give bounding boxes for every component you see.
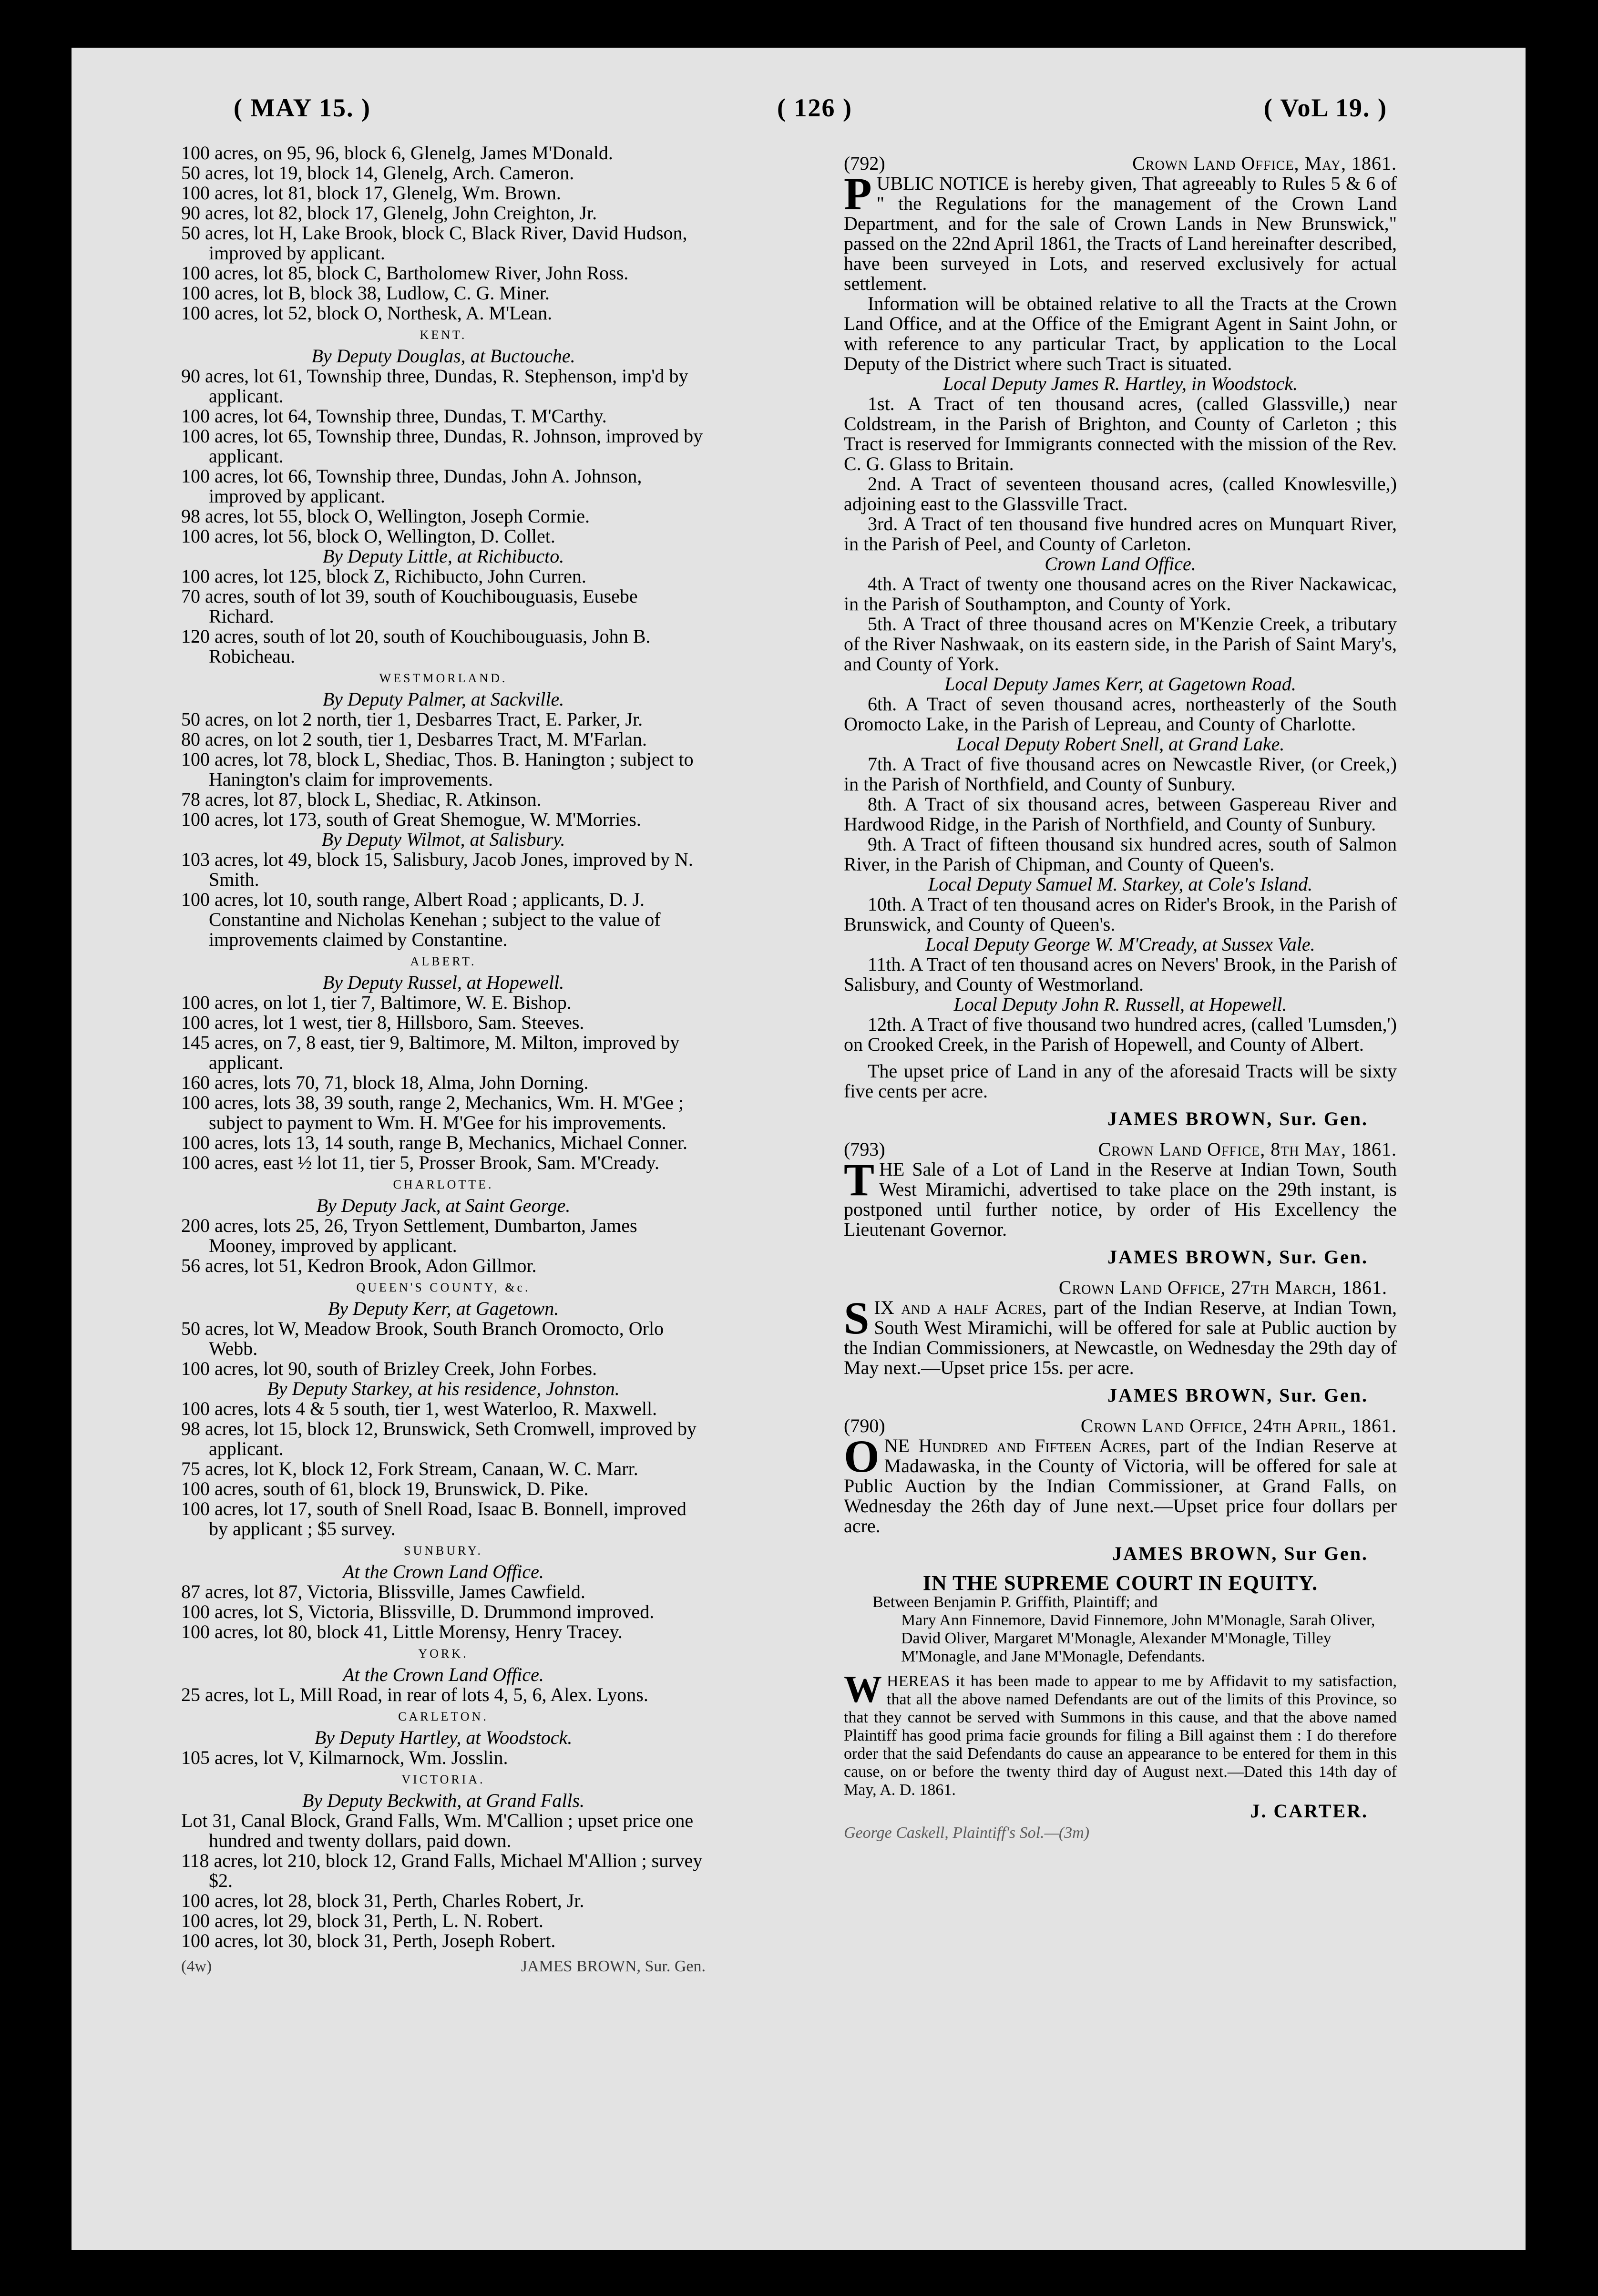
deputy-line: By Deputy Hartley, at Woodstock.	[314, 1727, 573, 1748]
header-volume: ( VoL 19. )	[1263, 93, 1387, 122]
list-item: 100 acres, lot S, Victoria, Blissville, D. Drummond improved.	[181, 1601, 655, 1622]
list-item: 100 acres, lot 65, Township three, Dundas, R. Johnson, improved by applicant.	[181, 425, 703, 467]
list-item: 100 acres, lot 29, block 31, Perth, L. N. Robert.	[181, 1910, 543, 1931]
office-dateline: Crown Land Office, 8th May, 1861.	[1098, 1138, 1397, 1160]
list-item: 50 acres, lot H, Lake Brook, block C, Black River, David Hudson, improved by applicant.	[181, 222, 687, 264]
notice-paragraph: Information will be obtained relative to all the Tracts at the Crown Land Office, and at the Office of the Emigrant Agent in Saint John, or with reference to any particular Tract, by application to the Local Deputy of the District where such Tract is situated.	[844, 293, 1397, 374]
tract-item: 10th. A Tract of ten thousand acres on Rider's Brook, in the Parish of Brunswick, and County of Queen's.	[844, 893, 1397, 935]
list-item: 145 acres, on 7, 8 east, tier 9, Baltimore, M. Milton, improved by applicant.	[181, 1032, 680, 1073]
list-item: 75 acres, lot K, block 12, Fork Stream, Canaan, W. C. Marr.	[181, 1458, 638, 1479]
list-item: 100 acres, lots 13, 14 south, range B, Mechanics, Michael Conner.	[181, 1132, 687, 1153]
notice-number: (4w)	[181, 1958, 212, 1975]
tract-item: 4th. A Tract of twenty one thousand acres on the River Nackawicac, in the Parish of Southampton, and County of York.	[844, 573, 1397, 615]
notice-header	[844, 1139, 1397, 1159]
signature: JAMES BROWN, Sur. Gen.	[1107, 1384, 1368, 1406]
deputy-line: Local Deputy George W. M'Cready, at Sussex Vale.	[925, 933, 1315, 955]
deputy-line: At the Crown Land Office.	[343, 1561, 544, 1582]
deputy-line: By Deputy Kerr, at Gagetown.	[328, 1298, 559, 1319]
list-item: 80 acres, on lot 2 south, tier 1, Desbarres Tract, M. M'Farlan.	[181, 728, 647, 750]
list-item: 103 acres, lot 49, block 15, Salisbury, Jacob Jones, improved by N. Smith.	[181, 849, 693, 890]
court-parties: Mary Ann Finnemore, David Finnemore, John M'Monagle, Sarah Oliver, David Oliver, Margaret M'Monagle, Alexander M'Monagle, Tilley M'Monagle, and Jane M'Monagle, Defendants.	[901, 1611, 1375, 1665]
list-item: 100 acres, lot 80, block 41, Little Morensy, Henry Tracey.	[181, 1621, 623, 1642]
list-item: 100 acres, east ½ lot 11, tier 5, Prosser Brook, Sam. M'Cready.	[181, 1152, 659, 1173]
list-item: 100 acres, south of 61, block 19, Brunswick, D. Pike.	[181, 1478, 589, 1499]
deputy-line: At the Crown Land Office.	[343, 1664, 544, 1685]
section-heading-kent: KENT.	[420, 328, 467, 342]
section-heading-carleton: CARLETON.	[398, 1710, 489, 1723]
tract-item: 5th. A Tract of three thousand acres on M'Kenzie Creek, a tributary of the River Nashwaak, on its eastern side, in the Parish of Saint Mary's, and County of York.	[844, 613, 1397, 675]
list-item: 100 acres, lots 4 & 5 south, tier 1, west Waterloo, R. Maxwell.	[181, 1398, 657, 1419]
tract-item: 11th. A Tract of ten thousand acres on Nevers' Brook, in the Parish of Salisbury, and County of Westmorland.	[844, 953, 1397, 995]
deputy-line: By Deputy Douglas, at Buctouche.	[311, 345, 575, 367]
upset-price: The upset price of Land in any of the aforesaid Tracts will be sixty five cents per acre.	[844, 1060, 1397, 1102]
deputy-line: Local Deputy Robert Snell, at Grand Lake.	[956, 733, 1285, 755]
tract-item: 3rd. A Tract of ten thousand five hundred acres on Munquart River, in the Parish of Peel, and County of Carleton.	[844, 513, 1397, 554]
list-item: Lot 31, Canal Block, Grand Falls, Wm. M'Callion ; upset price one hundred and twenty dollars, paid down.	[181, 1810, 694, 1851]
list-item: 100 acres, lot 30, block 31, Perth, Joseph Robert.	[181, 1930, 556, 1951]
section-heading-queens: QUEEN'S COUNTY, &c.	[356, 1281, 531, 1294]
right-column	[844, 143, 1397, 1842]
signature: JAMES BROWN, Sur. Gen.	[1107, 1108, 1368, 1129]
section-heading-charlotte: CHARLOTTE.	[393, 1178, 494, 1191]
list-item: 100 acres, lot 66, Township three, Dundas, John A. Johnson, improved by applicant.	[181, 465, 642, 507]
list-item: 56 acres, lot 51, Kedron Brook, Adon Gillmor.	[181, 1255, 537, 1276]
office-dateline: Crown Land Office, 27th March, 1861.	[1058, 1277, 1387, 1298]
list-item: 98 acres, lot 15, block 12, Brunswick, Seth Cromwell, improved by applicant.	[181, 1418, 697, 1459]
notice-number: (790)	[844, 1415, 885, 1436]
notice-790	[844, 1416, 1397, 1564]
office-dateline: Crown Land Office, May, 1861.	[1132, 153, 1397, 174]
court-between: Between Benjamin P. Griffith, Plaintiff; and	[872, 1593, 1158, 1611]
list-item: 100 acres, lot 81, block 17, Glenelg, Wm. Brown.	[181, 182, 561, 204]
deputy-line: By Deputy Jack, at Saint George.	[316, 1195, 571, 1216]
notice-paragraph: ONE Hundred and Fifteen Acres, part of the Indian Reserve at Madawaska, in the County of Victoria, will be offered for sale at Public Auction by the Indian Commissioner, at Grand Falls, on Wednesday the 26th day of June next.—Upset price four dollars per acre.	[844, 1431, 1397, 1537]
list-item: 100 acres, lot 52, block O, Northesk, A. M'Lean.	[181, 302, 553, 324]
deputy-line: Local Deputy James R. Hartley, in Woodstock.	[943, 373, 1298, 394]
list-item: 100 acres, lot 78, block L, Shediac, Thos. B. Hanington ; subject to Hanington's claim for improvements.	[181, 748, 694, 790]
list-item: 100 acres, lot 1 west, tier 8, Hillsboro, Sam. Steeves.	[181, 1012, 584, 1033]
list-item: 200 acres, lots 25, 26, Tryon Settlement, Dumbarton, James Mooney, improved by applicant.	[181, 1215, 637, 1256]
notice-paragraph: PUBLIC NOTICE is hereby given, That agreeably to Rules 5 & 6 of " the Regulations for the management of the Crown Land Department, and for the sale of Crown Lands in New Brunswick," passed on the 22nd April 1861, the Tracts of Land hereinafter described, have been surveyed in Lots, and reserved exclusively for actual settlement.	[844, 168, 1397, 294]
section-heading-sunbury: SUNBURY.	[404, 1544, 483, 1558]
signature: JAMES BROWN, Sur Gen.	[1112, 1543, 1368, 1564]
left-footer	[181, 1957, 706, 1977]
notice-number: (792)	[844, 153, 885, 174]
tract-item: 12th. A Tract of five thousand two hundred acres, (called 'Lumsden,') on Crooked Creek, in the Parish of Hopewell, and County of Albert.	[844, 1014, 1397, 1055]
list-item: 100 acres, lot 90, south of Brizley Creek, John Forbes.	[181, 1358, 597, 1379]
header-date: ( MAY 15. )	[234, 93, 371, 122]
list-item: 105 acres, lot V, Kilmarnock, Wm. Josslin.	[181, 1747, 508, 1768]
deputy-line: Local Deputy Samuel M. Starkey, at Cole's Island.	[928, 873, 1313, 895]
drop-cap: T	[844, 1154, 875, 1205]
list-item: 120 acres, south of lot 20, south of Kouchibouguasis, John B. Robicheau.	[181, 625, 651, 667]
signature: JAMES BROWN, Sur. Gen.	[1107, 1246, 1368, 1268]
section-heading-york: YORK.	[418, 1647, 469, 1660]
list-item: 100 acres, lot 85, block C, Bartholomew River, John Ross.	[181, 262, 629, 284]
deputy-line: By Deputy Beckwith, at Grand Falls.	[302, 1790, 585, 1811]
list-item: 78 acres, lot 87, block L, Shediac, R. Atkinson.	[181, 789, 542, 810]
drop-cap: W	[844, 1669, 882, 1711]
notice-six-acres	[844, 1278, 1397, 1405]
list-item: 50 acres, lot 19, block 14, Glenelg, Arch. Cameron.	[181, 162, 574, 184]
drop-cap: O	[844, 1431, 880, 1482]
notice-paragraph: SIX and a half Acres, part of the Indian Reserve, at Indian Town, South West Miramichi, will be offered for sale at Public auction by the Indian Commissioners, at Newcastle, on Wednesday the 29th day of May next.—Upset price 15s. per acre.	[844, 1292, 1397, 1378]
deputy-line: By Deputy Little, at Richibucto.	[322, 545, 564, 567]
list-item: 50 acres, lot W, Meadow Brook, South Branch Oromocto, Orlo Webb.	[181, 1318, 664, 1359]
list-item: 100 acres, lot 17, south of Snell Road, Isaac B. Bonnell, improved by applicant ; $5 survey.	[181, 1498, 686, 1539]
office-dateline: Crown Land Office, 24th April, 1861.	[1080, 1415, 1397, 1436]
solicitor-line: George Caskell, Plaintiff's Sol.—(3m)	[844, 1824, 1090, 1842]
notice-header	[844, 154, 1397, 174]
header-page-number: ( 126 )	[777, 93, 852, 122]
list-item: 100 acres, lot 173, south of Great Shemogue, W. M'Morries.	[181, 809, 641, 830]
list-item: 100 acres, lot 56, block O, Wellington, D. Collet.	[181, 525, 555, 547]
list-item: 100 acres, lot B, block 38, Ludlow, C. G. Miner.	[181, 282, 550, 304]
tract-item: 9th. A Tract of fifteen thousand six hundred acres, south of Salmon River, in the Parish of Chipman, and County of Queen's.	[844, 833, 1397, 875]
deputy-line: By Deputy Palmer, at Sackville.	[322, 688, 564, 710]
section-heading-westmorland: WESTMORLAND.	[379, 671, 508, 685]
drop-cap: P	[844, 168, 872, 219]
list-item: 100 acres, lots 38, 39 south, range 2, Mechanics, Wm. H. M'Gee ; subject to payment to Wm. H. M'Gee for his improvements.	[181, 1092, 684, 1133]
intro-list	[181, 143, 706, 323]
deputy-line: By Deputy Starkey, at his residence, Johnston.	[267, 1378, 620, 1399]
tract-item: 7th. A Tract of five thousand acres on Newcastle River, (or Creek,) in the Parish of Northfield, and County of Sunbury.	[844, 753, 1397, 795]
notice-paragraph: THE Sale of a Lot of Land in the Reserve at Indian Town, South West Miramichi, advertised to take place on the 29th instant, is postponed until further notice, by order of His Excellency the Lieutenant Governor.	[844, 1154, 1397, 1240]
list-item: 100 acres, on lot 1, tier 7, Baltimore, W. E. Bishop.	[181, 992, 572, 1013]
notice-header	[844, 1416, 1397, 1436]
list-item: 160 acres, lots 70, 71, block 18, Alma, John Dorning.	[181, 1072, 589, 1093]
list-item: 50 acres, on lot 2 north, tier 1, Desbarres Tract, E. Parker, Jr.	[181, 708, 643, 730]
signature: J. CARTER.	[1250, 1800, 1368, 1822]
court-order: WHEREAS it has been made to appear to me by Affidavit to my satisfaction, that all the above named Defendants are out of the limits of this Province, so that they cannot be served with Summons in this cause, and that the above named Plaintiff has good prima facie grounds for filing a Bill against them : I do therefore order that the said Defendants do cause an appearance to be entered for them in this cause, on or before the twenty third day of August next.—Dated this 14th day of May, A. D. 1861.	[844, 1669, 1397, 1799]
tract-item: 8th. A Tract of six thousand acres, between Gaspereau River and Hardwood Ridge, in the Parish of Northfield, and County of Sunbury.	[844, 793, 1397, 835]
drop-cap: S	[844, 1292, 870, 1343]
notice-793	[844, 1139, 1397, 1267]
deputy-line: By Deputy Wilmot, at Salisbury.	[321, 829, 565, 850]
list-item: 100 acres, on 95, 96, block 6, Glenelg, James M'Donald.	[181, 142, 613, 164]
list-item: 100 acres, lot 125, block Z, Richibucto, John Curren.	[181, 565, 586, 587]
court-notice	[844, 1573, 1397, 1842]
list-item: 90 acres, lot 61, Township three, Dundas, R. Stephenson, imp'd by applicant.	[181, 365, 688, 407]
tract-item: 1st. A Tract of ten thousand acres, (called Glassville,) near Coldstream, in the Parish of Brighton, and County of Carleton ; this Tract is reserved for Immigrants connected with the mission of the Rev. C. G. Glass to Britain.	[844, 393, 1397, 474]
tract-item: 2nd. A Tract of seventeen thousand acres, (called Knowlesville,) adjoining east to the Glassville Tract.	[844, 473, 1397, 514]
list-item: 70 acres, south of lot 39, south of Kouchibouguasis, Eusebe Richard.	[181, 585, 638, 627]
notice-header	[844, 1278, 1397, 1298]
notice-number: (793)	[844, 1138, 885, 1160]
list-item: 98 acres, lot 55, block O, Wellington, Joseph Cormie.	[181, 505, 590, 527]
list-item: 100 acres, lot 64, Township three, Dundas, T. M'Carthy.	[181, 405, 607, 427]
deputy-line: Local Deputy James Kerr, at Gagetown Road.	[944, 673, 1296, 695]
notice-792	[844, 154, 1397, 1129]
list-item: 118 acres, lot 210, block 12, Grand Falls, Michael M'Allion ; survey $2.	[181, 1850, 703, 1891]
list-item: 87 acres, lot 87, Victoria, Blissville, James Cawfield.	[181, 1581, 585, 1602]
deputy-line: Crown Land Office.	[1045, 553, 1196, 574]
signature: JAMES BROWN, Sur. Gen.	[521, 1958, 706, 1975]
court-title: IN THE SUPREME COURT IN EQUITY.	[922, 1571, 1318, 1595]
list-item: 100 acres, lot 28, block 31, Perth, Charles Robert, Jr.	[181, 1890, 584, 1911]
tract-item: 6th. A Tract of seven thousand acres, northeasterly of the South Oromocto Lake, in the Parish of Lepreau, and County of Charlotte.	[844, 693, 1397, 735]
list-item: 100 acres, lot 10, south range, Albert Road ; applicants, D. J. Constantine and Nicholas Kenehan ; subject to the value of improvements claimed by Constantine.	[181, 889, 661, 950]
page-header	[215, 93, 1406, 136]
list-item: 25 acres, lot L, Mill Road, in rear of lots 4, 5, 6, Alex. Lyons.	[181, 1684, 648, 1705]
section-heading-victoria: VICTORIA.	[401, 1773, 485, 1786]
deputy-line: By Deputy Russel, at Hopewell.	[322, 972, 564, 993]
deputy-line: Local Deputy John R. Russell, at Hopewell.	[953, 994, 1287, 1015]
list-item: 90 acres, lot 82, block 17, Glenelg, John Creighton, Jr.	[181, 202, 597, 224]
left-column	[181, 143, 706, 1977]
section-heading-albert: ALBERT.	[410, 954, 477, 968]
